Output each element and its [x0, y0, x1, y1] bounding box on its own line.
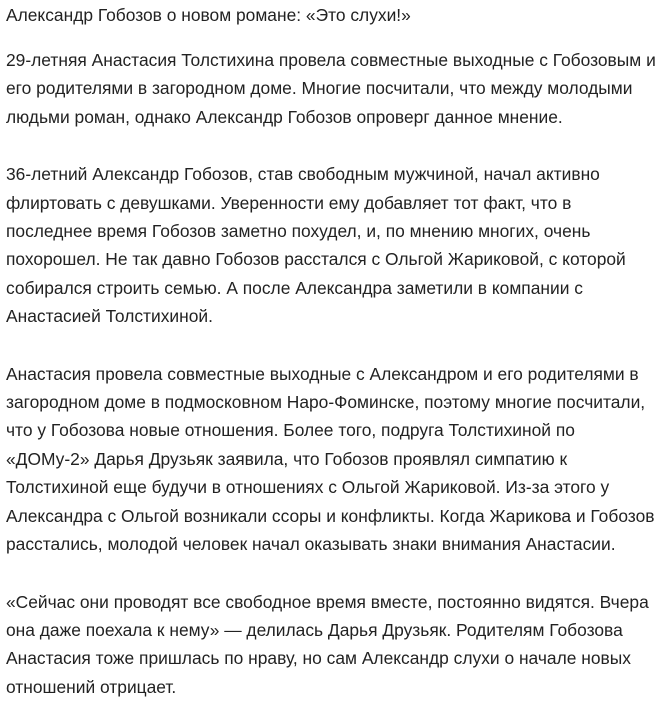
article-paragraph: «Сейчас они проводят все свободное время вместе, постоянно видятся. Вчера она даже поехала к нему» — делилась Дарья Друзьяк. Родителям Гобозова Анастасия тоже пришлась по нраву, но сам Александр слухи о начале новых отношений отрицает.: [6, 588, 662, 701]
article-title: Александр Гобозов о новом романе: «Это слухи!»: [6, 0, 662, 27]
article-paragraph: 36-летний Александр Гобозов, став свободным мужчиной, начал активно флиртовать с девушками. Уверенности ему добавляет тот факт, что в последнее время Гобозов заметно похудел, и, по мнению многих, очень похорошел. Не так давно Гобозов расстался с Ольгой Жариковой, с которой собирался строить семью. А после Александра заметили в компании с Анастасией Толстихиной.: [6, 160, 662, 330]
article-paragraph: Анастасия провела совместные выходные с Александром и его родителями в загородном доме в подмосковном Наро-Фоминске, поэтому многие посчитали, что у Гобозова новые отношения. Более того, подруга Толстихиной по «ДОМу-2» Дарья Друзьяк заявила, что Гобозов проявлял симпатию к Толстихиной еще будучи в отношениях с Ольгой Жариковой. Из-за этого у Александра с Ольгой возникали ссоры и конфликты. Когда Жарикова и Гобозов расстались, молодой человек начал оказывать знаки внимания Анастасии.: [6, 360, 662, 559]
article-paragraph: 29-летняя Анастасия Толстихина провела совместные выходные с Гобозовым и его родителями в загородном доме. Многие посчитали, что между молодыми людьми роман, однако Александр Гобозов опроверг данное мнение.: [6, 46, 662, 131]
